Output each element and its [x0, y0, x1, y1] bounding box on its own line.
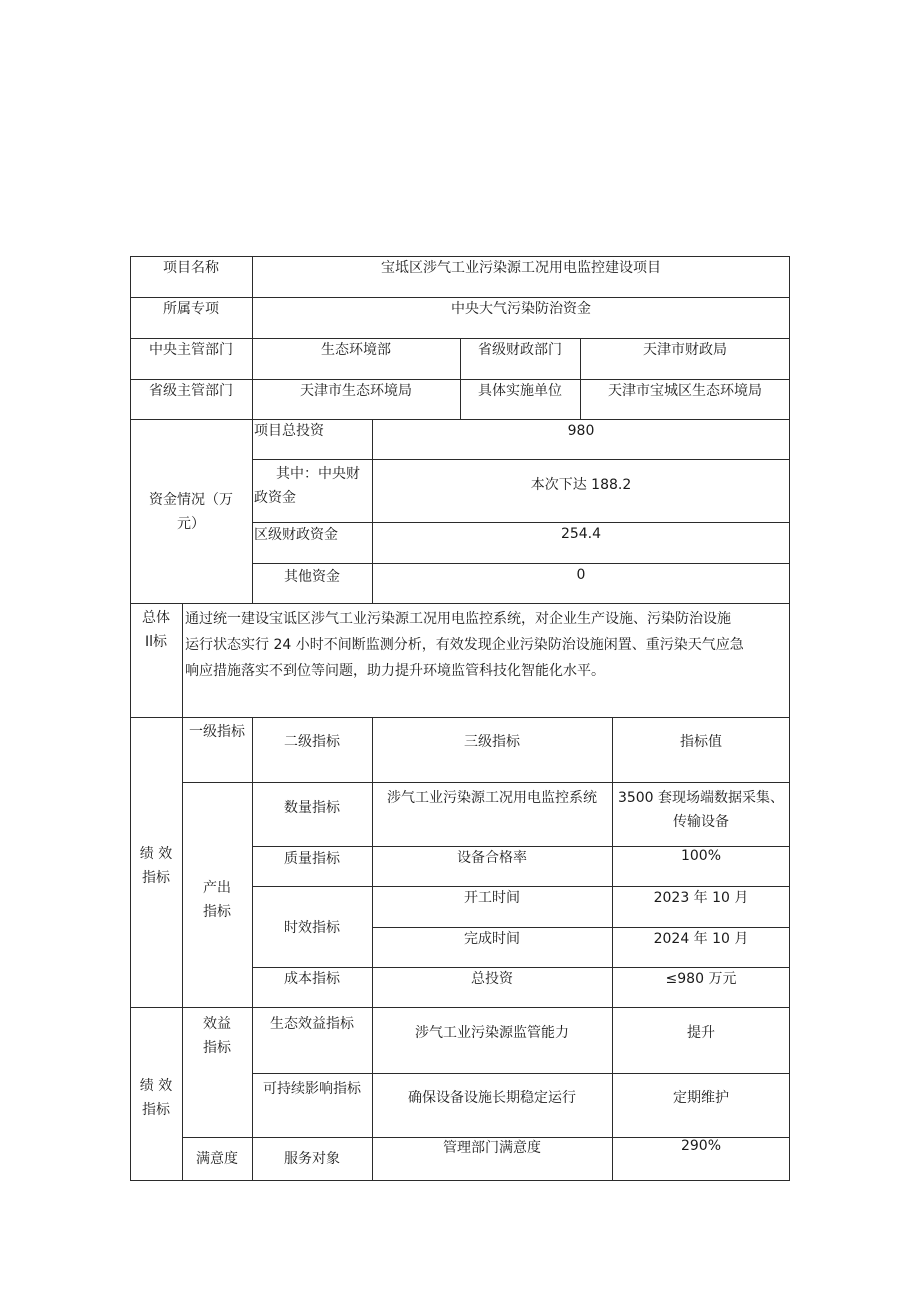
output-label-line1: 产出	[203, 880, 231, 896]
project-table	[130, 256, 790, 1181]
project-name-value: 宝坻区涉气工业污染源工况用电监控建设项目	[381, 260, 661, 276]
district-funds-label: 区级财政资金	[254, 527, 338, 543]
header-level2: 二级指标	[284, 734, 340, 750]
quantity-value-line2: 传输设备	[673, 814, 729, 830]
perf2-label-line2: 指标	[142, 1102, 170, 1118]
category-value: 中央大气污染防治资金	[451, 301, 591, 317]
total-investment-label: 项目总投资	[254, 423, 324, 439]
header-value: 指标值	[680, 734, 722, 750]
goal-label-line2: Il标	[144, 634, 168, 650]
sustain-l3: 确保设备设施长期稳定运行	[408, 1090, 576, 1106]
central-dept-value: 生态环境部	[321, 342, 391, 358]
prov-dept-value: 天津市生态环境局	[300, 383, 412, 399]
goal-label-line1: 总体	[142, 610, 170, 626]
district-funds-value: 254.4	[560, 526, 602, 542]
finish-value: 2024 年 10 月	[653, 931, 749, 947]
central-dept-label: 中央主管部门	[149, 342, 233, 358]
perf1-label-line2: 指标	[142, 870, 170, 886]
finish-label: 完成时间	[464, 931, 520, 947]
service-l3: 管理部门满意度	[443, 1140, 541, 1156]
perf1-label-line1: 绩 效	[139, 846, 173, 862]
eco-benefit-label: 生态效益指标	[270, 1016, 354, 1032]
project-name-label: 项目名称	[163, 260, 219, 276]
time-label: 时效指标	[284, 920, 340, 936]
prov-finance-value: 天津市财政局	[643, 342, 727, 358]
eco-benefit-value: 提升	[687, 1025, 715, 1041]
prov-finance-label: 省级财政部门	[478, 342, 562, 358]
total-investment-value: 980	[567, 423, 595, 439]
funds-label-line2: 元）	[177, 516, 205, 532]
funds-label-line1: 资金情况（万	[149, 492, 233, 508]
category-label: 所属专项	[163, 301, 219, 317]
quantity-label: 数量指标	[284, 800, 340, 816]
central-funds-value: 本次下达 188.2	[530, 477, 632, 493]
sustain-label: 可持续影响指标	[263, 1081, 361, 1097]
central-funds-label-line1: 其中：中央财	[276, 466, 360, 482]
other-funds-label: 其他资金	[284, 569, 340, 585]
sustain-value: 定期维护	[673, 1090, 729, 1106]
header-level3: 三级指标	[464, 734, 520, 750]
goal-text-line2: 运行状态实行 24 小时不间断监测分析，有效发现企业污染防治设施闲置、重污染天气应急	[185, 637, 744, 653]
central-funds-label-line2: 政资金	[254, 490, 296, 506]
benefit-label-line1: 效益	[203, 1016, 231, 1032]
service-target-label: 服务对象	[284, 1151, 340, 1167]
service-value: 290%	[680, 1138, 722, 1154]
goal-text-line1: 通过统一建设宝诋区涉气工业污染源工况用电监控系统，对企业生产设施、污染防治设施	[185, 611, 731, 627]
impl-unit-label: 具体实施单位	[478, 383, 562, 399]
start-label: 开工时间	[464, 890, 520, 906]
goal-text-line3: 响应措施落实不到位等问题，助力提升环境监管科技化智能化水平。	[185, 663, 605, 679]
benefit-label-line2: 指标	[203, 1040, 231, 1056]
quality-value: 100%	[680, 848, 722, 864]
impl-unit-value: 天津市宝城区生态环境局	[608, 383, 762, 399]
quality-label: 质量指标	[284, 851, 340, 867]
cost-label: 成本指标	[284, 971, 340, 987]
quantity-l3: 涉气工业污染源工况用电监控系统	[387, 790, 597, 806]
start-value: 2023 年 10 月	[653, 890, 749, 906]
quality-l3: 设备合格率	[457, 850, 527, 866]
eco-benefit-l3: 涉气工业污染源监管能力	[415, 1025, 569, 1041]
quantity-value-line1: 3500 套现场端数据采集、	[617, 790, 785, 806]
prov-dept-label: 省级主管部门	[149, 383, 233, 399]
output-label-line2: 指标	[203, 904, 231, 920]
header-level1: 一级指标	[189, 724, 245, 740]
perf2-label-line1: 绩 效	[139, 1078, 173, 1094]
satisfaction-label: 满意度	[196, 1151, 238, 1167]
cost-value: ≤980 万元	[665, 971, 737, 987]
other-funds-value: 0	[576, 567, 586, 583]
cost-l3: 总投资	[471, 971, 513, 987]
